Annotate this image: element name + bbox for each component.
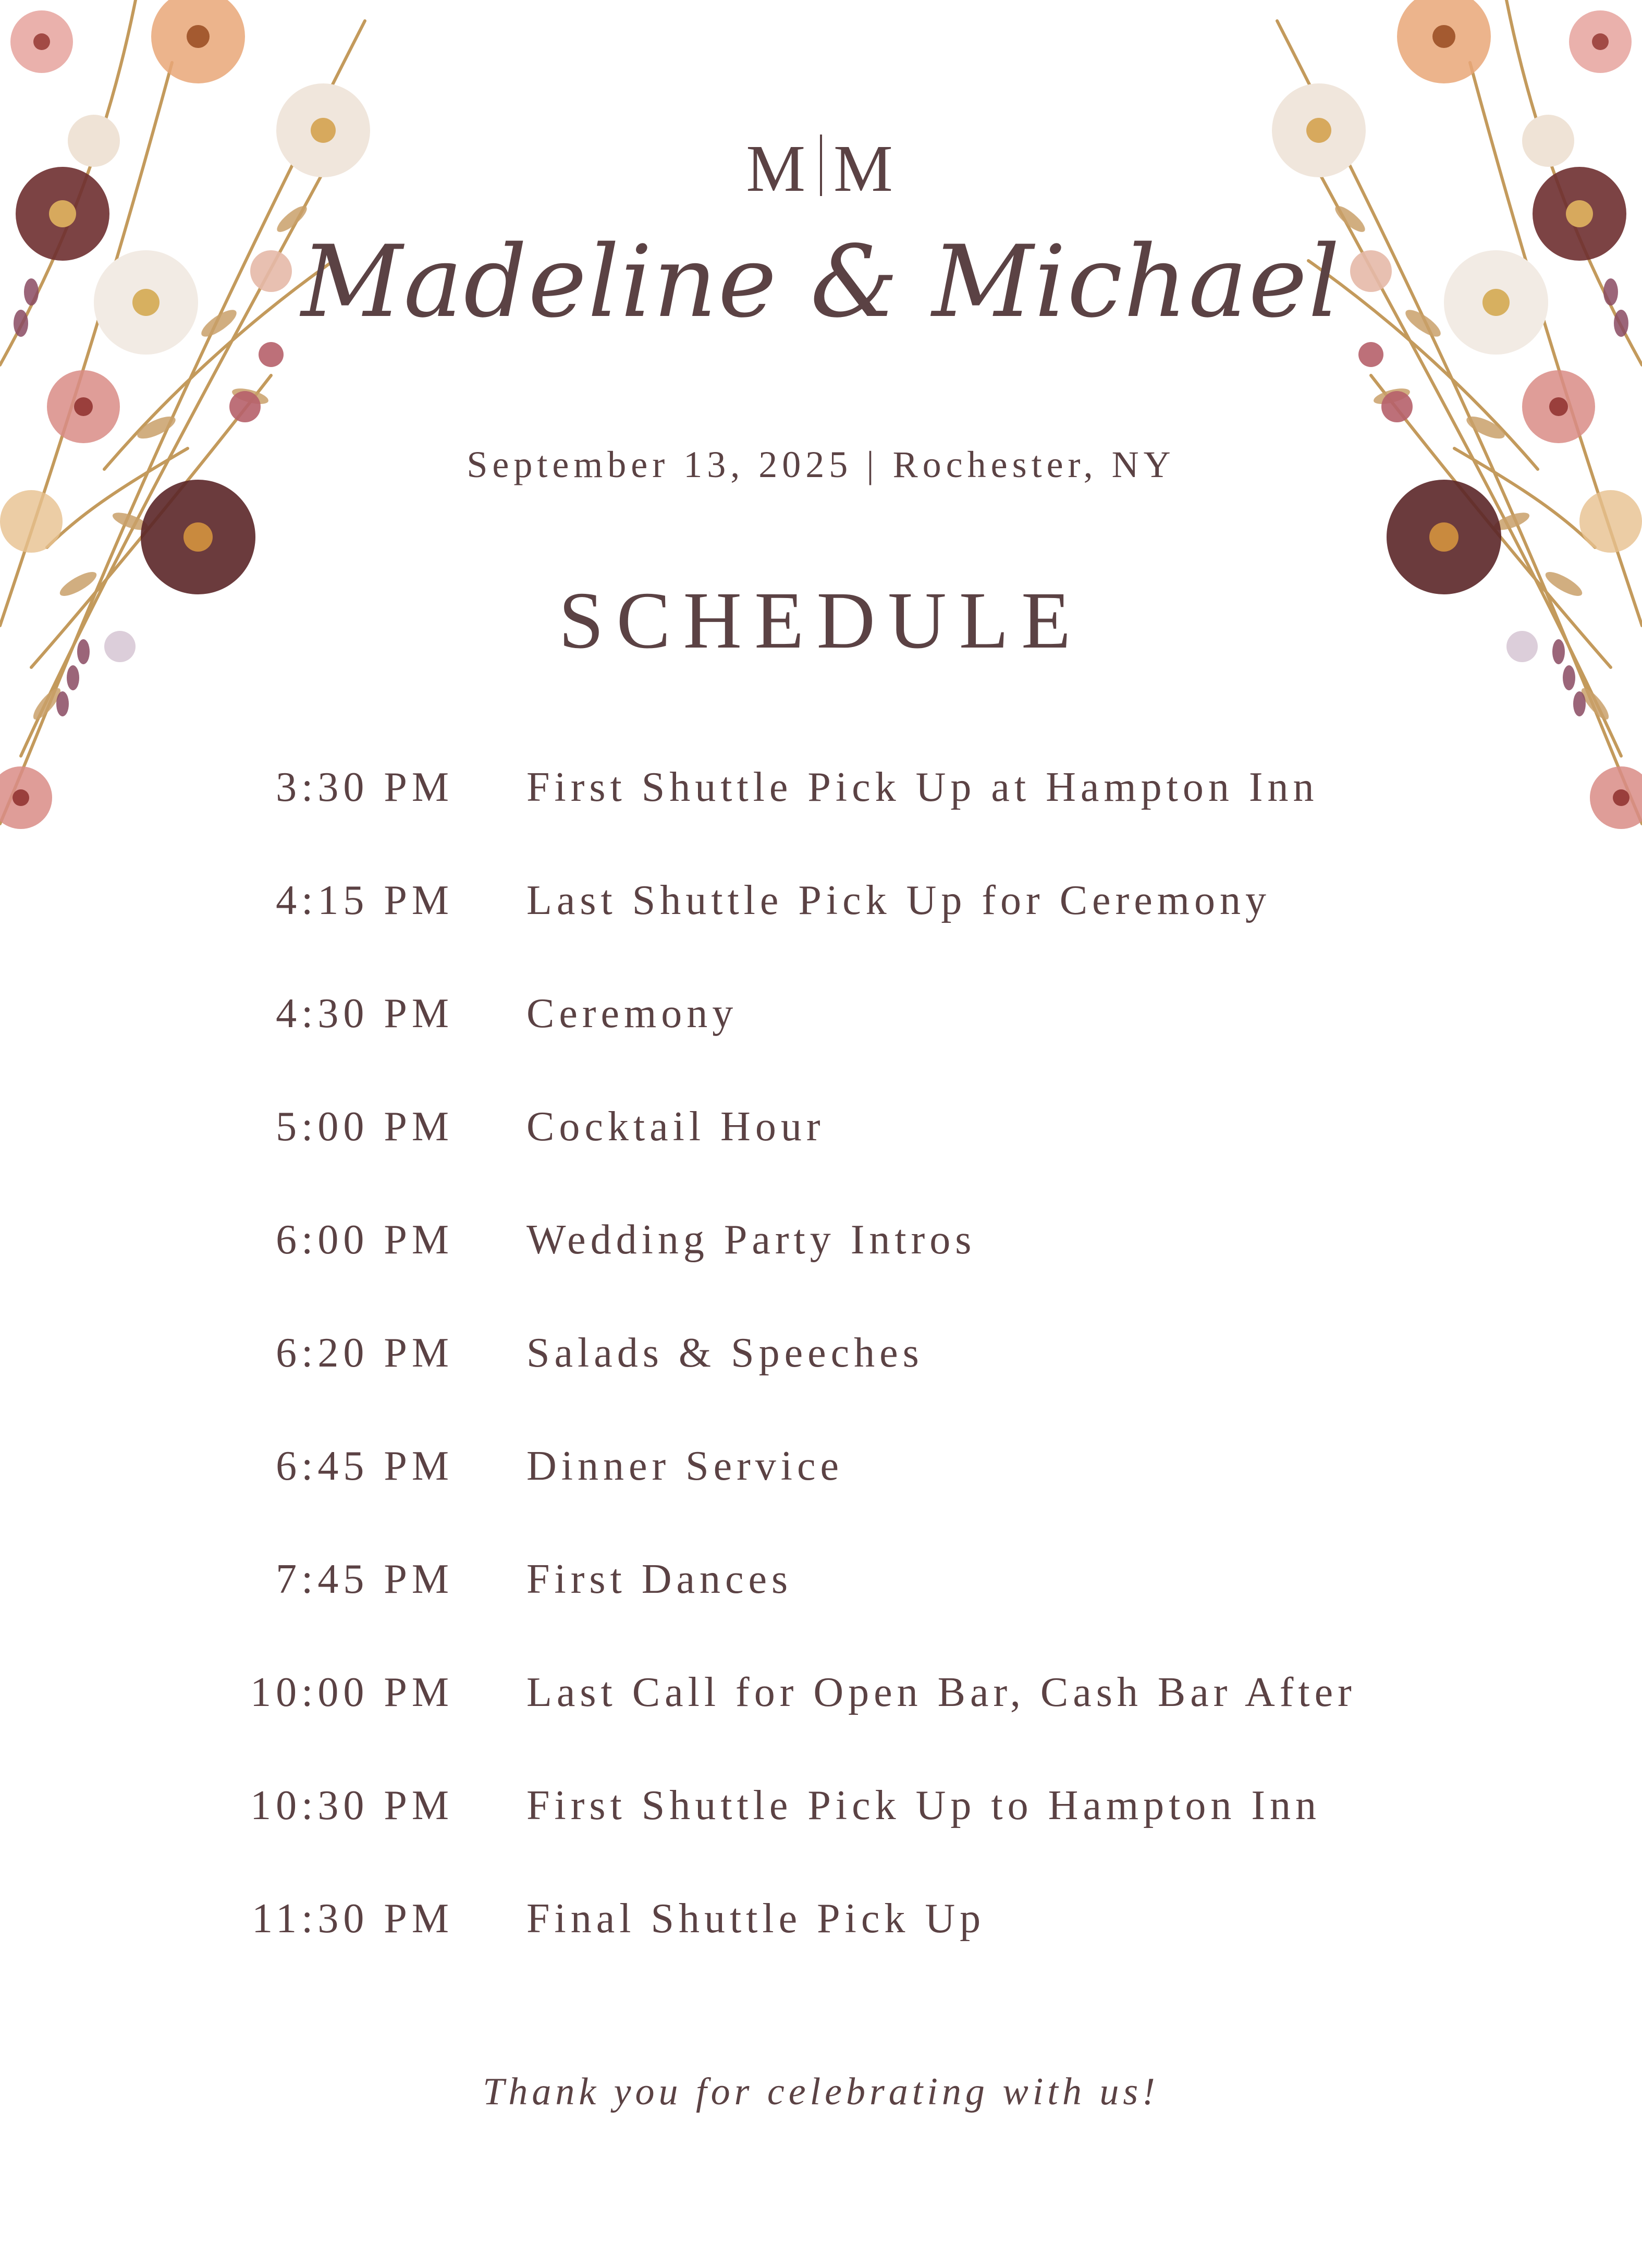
schedule-title: SCHEDULE [558,575,1084,665]
schedule-row [0,990,1642,1103]
schedule-time: 6:45 PM [276,1443,454,1489]
schedule-time: 6:20 PM [276,1330,454,1376]
schedule-time: 10:00 PM [250,1669,454,1715]
schedule-event: Final Shuttle Pick Up [526,1896,986,1942]
schedule-row [0,1216,1642,1330]
schedule-event: Last Call for Open Bar, Cash Bar After [526,1669,1356,1715]
schedule-row [0,1103,1642,1216]
monogram [0,130,1642,207]
schedule-time: 4:30 PM [276,991,454,1037]
schedule-row [0,1443,1642,1556]
schedule-time: 3:30 PM [276,764,454,810]
monogram-divider [820,135,822,196]
monogram-right-initial: M [834,131,896,205]
schedule-event: Cocktail Hour [526,1104,825,1150]
schedule-time: 10:30 PM [250,1783,454,1828]
schedule-row [0,1895,1642,2008]
schedule-event: Dinner Service [526,1443,844,1489]
schedule-event: Last Shuttle Pick Up for Ceremony [526,877,1271,923]
schedule-time: 4:15 PM [276,877,454,923]
schedule-event: First Shuttle Pick Up at Hampton Inn [526,764,1319,810]
schedule-row [0,877,1642,990]
schedule-event: First Shuttle Pick Up to Hampton Inn [526,1783,1321,1828]
schedule-row [0,764,1642,877]
monogram-left-initial: M [746,131,808,205]
schedule-row [0,1556,1642,1669]
date-location: September 13, 2025 | Rochester, NY [467,444,1175,485]
schedule-row [0,1669,1642,1782]
thank-you-note: Thank you for celebrating with us! [483,2070,1159,2113]
schedule-time: 6:00 PM [276,1217,454,1263]
schedule-time: 7:45 PM [276,1556,454,1602]
schedule-time: 11:30 PM [252,1896,454,1942]
schedule-time: 5:00 PM [276,1104,454,1150]
schedule-list [0,764,1642,2008]
schedule-row [0,1782,1642,1895]
couple-names: Madeline & Michael [301,224,1341,339]
schedule-event: Salads & Speeches [526,1330,924,1376]
schedule-event: Wedding Party Intros [526,1217,976,1263]
schedule-event: Ceremony [526,991,738,1037]
schedule-event: First Dances [526,1556,793,1602]
schedule-row [0,1330,1642,1443]
